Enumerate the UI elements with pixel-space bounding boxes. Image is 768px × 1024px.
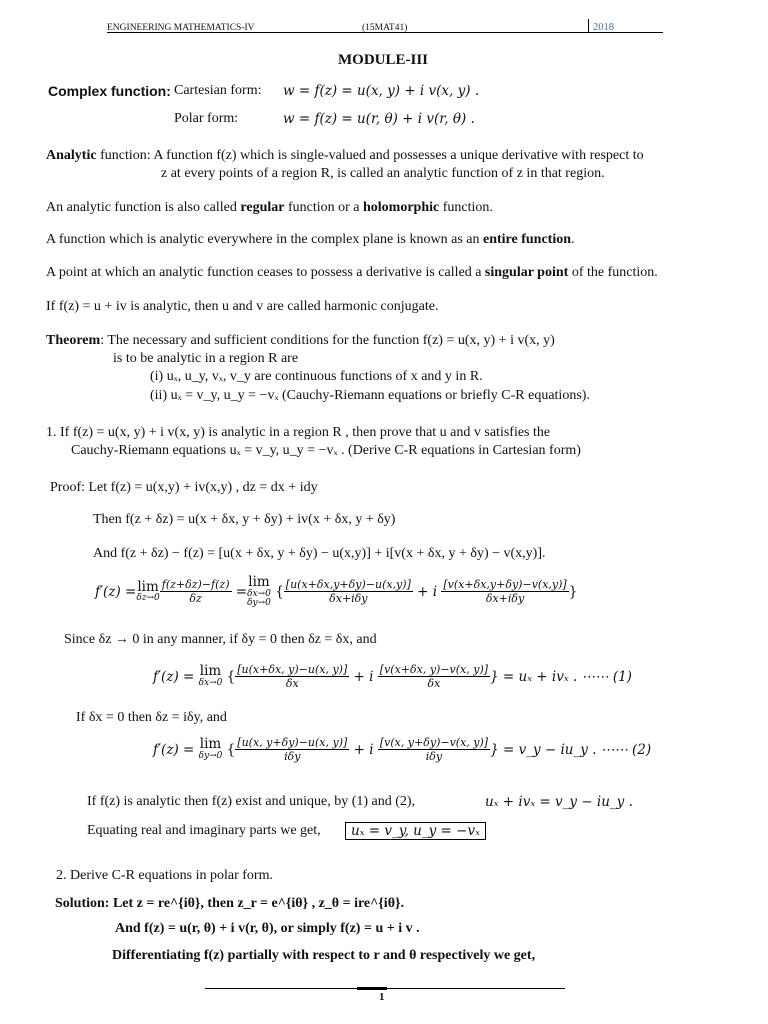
eq2-v-num: [v(x, y+δy)−v(x, y)]	[379, 736, 489, 749]
analytic-conclusion: If f(z) is analytic then f(z) exist and unique, by (1) and (2),	[87, 794, 416, 809]
differentiating-line: Differentiating f(z) partially with respect to r and θ respectively we get,	[112, 948, 536, 963]
cr-result-box: uₓ = v_y, u_y = −vₓ	[345, 822, 486, 840]
singular-pre: A point at which an analytic function ceases to possess a derivative is called a	[46, 265, 485, 280]
solution-line: Solution: Let z = re^{iθ}, then z_r = e^{iθ} , z_θ = ire^{iθ}.	[55, 896, 405, 911]
eq2-lim: lim δy→0	[198, 736, 223, 761]
polar-equation: w = f(z) = u(r, θ) + i v(r, θ) .	[283, 111, 475, 127]
theorem-condition-1: (i) uₓ, u_y, vₓ, v_y are continuous functions of x and y in R.	[150, 369, 483, 384]
proof-line3: And f(z + δz) − f(z) = [u(x + δx, y + δy) − u(x,y)] + i[v(x + δx, y + δy) − v(x,y)].	[93, 546, 546, 561]
dq-num: f(z+δz)−f(z)	[161, 578, 230, 592]
entire-post: .	[571, 232, 575, 247]
eq1-u-den: δx	[285, 677, 299, 690]
singular-definition	[46, 265, 658, 281]
page-number: 1	[379, 991, 385, 1003]
cartesian-equation: w = f(z) = u(x, y) + i v(x, y) .	[283, 83, 480, 99]
singular-term: singular point	[484, 265, 569, 280]
derivative-definition: f′(z) = lim δz→0 $\frac{f(z+\delta z)-f(z)}{\delta z}$ = lim δx→0 δy→0 { $\frac{[u(x+\delta x,y+\delta y)-u(x,y)]}{\text{δx+iδy}}$ + i $\frac{[v(x+\delta x,y+\delta y)-v(x,y)]}{\text{δx+iδy}}$ }	[95, 574, 578, 608]
eq1-u-num: [u(x+δx, y)−u(x, y)]	[237, 663, 348, 676]
holomorphic-term: holomorphic	[363, 200, 440, 215]
lim-dz-sub: δz→0	[136, 593, 160, 603]
if-dx-zero-line: If δx = 0 then δz = iδy, and	[76, 710, 227, 725]
eq1-v-den: δx	[427, 677, 441, 690]
analytic-text: function: A function f(z) which is single-valued and possesses a unique derivative with respect to	[100, 148, 644, 163]
harmonic-conjugate: If f(z) = u + iv is analytic, then u and v are called harmonic conjugate.	[46, 299, 439, 314]
theorem-line2: is to be analytic in a region R are	[113, 351, 299, 366]
v-quotient-num: [v(x+δx,y+δy)−v(x,y)]	[443, 578, 567, 592]
equation-1: f′(z) = lim δx→0 { $\frac{[u(x+\delta x, y)-u(x, y)]}{\delta x}$ + i $\frac{[v(x+\delta x, y)-v(x, y)]}{\delta x}$ } = uₓ + ivₓ . ⋯⋯ (1)	[153, 663, 632, 690]
cartesian-label: Cartesian form:	[174, 83, 262, 98]
eq1-v-frac	[378, 663, 490, 690]
question-1-line1: 1. If f(z) = u(x, y) + i v(x, y) is analytic in a region R , then prove that u and v satisfies the	[46, 425, 551, 440]
proof-line1: Proof: Let f(z) = u(x,y) + iv(x,y) , dz = dx + idy	[50, 480, 318, 495]
lim-dz: lim δz→0	[136, 578, 160, 603]
eq2-u-frac	[235, 736, 349, 763]
equation-2: f′(z) = lim δy→0 { $\frac{[u(x, y+\delta y)-u(x, y)]}{\text{iδy}}$ + i $\frac{[v(x, y+\delta y)-v(x, y)]}{\text{iδy}}$ } = v_y − iu_y . ⋯⋯ (2)	[153, 736, 652, 763]
question-1-line2: Cauchy-Riemann equations uₓ = v_y, u_y = −vₓ . (Derive C-R equations in Cartesian form)	[71, 443, 581, 458]
lim-dx-sub: δx→0	[247, 588, 271, 599]
question-2-title: 2. Derive C-R equations in polar form.	[56, 868, 273, 883]
eq2-u-den: iδy	[284, 750, 301, 763]
and-line: And f(z) = u(r, θ) + i v(r, θ), or simply f(z) = u + i v .	[115, 921, 420, 936]
regular-definition	[46, 200, 493, 216]
header-separator	[588, 19, 589, 32]
analytic-definition-line1	[46, 148, 644, 164]
polar-label: Polar form:	[174, 111, 239, 126]
header-code: (15MAT41)	[362, 23, 408, 33]
proof-line2: Then f(z + δz) = u(x + δx, y + δy) + iv(x + δx, y + δy)	[93, 512, 396, 527]
eq1-lim: lim δx→0	[198, 663, 223, 688]
eq2-v-den: iδy	[425, 750, 443, 763]
eq2-lim-sub: δy→0	[198, 750, 223, 761]
lim-dy-sub: δy→0	[247, 597, 271, 608]
theorem-text: : The necessary and sufficient conditions for the function f(z) = u(x, y) + i v(x, y)	[100, 333, 555, 348]
u-quotient-den: δx+iδy	[329, 592, 368, 606]
header-year: 2018	[593, 22, 614, 33]
combined-equation: uₓ + ivₓ = v_y − iu_y .	[485, 794, 633, 810]
regular-mid: function or a	[284, 200, 363, 215]
theorem-label: Theorem	[46, 333, 101, 348]
since-line: Since δz → 0 in any manner, if δy = 0 then δz = δx, and	[64, 632, 377, 647]
entire-term: entire function	[483, 232, 572, 247]
regular-term: regular	[240, 200, 285, 215]
header-course: ENGINEERING MATHEMATICS-IV	[107, 23, 255, 33]
regular-post: function.	[439, 200, 493, 215]
eq1-rhs: } = uₓ + ivₓ . ⋯⋯ (1)	[490, 668, 632, 685]
u-quotient-num: [u(x+δx,y+δy)−u(x,y)]	[285, 578, 411, 592]
eq2-v-frac	[378, 736, 490, 763]
v-quotient-den: δx+iδy	[485, 592, 525, 606]
u-quotient	[284, 578, 413, 605]
entire-pre: A function which is analytic everywhere in the complex plane is known as an	[46, 232, 483, 247]
eq2-rhs: } = v_y − iu_y . ⋯⋯ (2)	[490, 741, 652, 758]
header-rule	[107, 32, 663, 33]
lim-dx-dy: lim δx→0 δy→0	[247, 574, 271, 608]
eq1-lim-sub: δx→0	[198, 677, 223, 688]
fprime-lhs: f′(z) =	[95, 583, 137, 600]
regular-pre: An analytic function is also called	[46, 200, 241, 215]
analytic-label: Analytic	[46, 148, 97, 163]
dq-den: δz	[189, 592, 202, 606]
analytic-definition-line2: z at every points of a region R, is called an analytic function of z in that region.	[161, 166, 605, 181]
equating-line: Equating real and imaginary parts we get,	[87, 823, 321, 838]
entire-definition	[46, 232, 575, 248]
singular-post: of the function.	[568, 265, 658, 280]
theorem-line1	[46, 333, 555, 349]
v-quotient	[441, 578, 568, 605]
eq1-u-frac	[235, 663, 349, 690]
footer-mark	[357, 987, 387, 990]
eq1-v-num: [v(x+δx, y)−v(x, y)]	[379, 663, 489, 676]
difference-quotient	[160, 578, 232, 605]
eq2-u-num: [u(x, y+δy)−u(x, y)]	[237, 736, 348, 749]
theorem-condition-2: (ii) uₓ = v_y, u_y = −vₓ (Cauchy-Riemann equations or briefly C-R equations).	[150, 388, 590, 403]
complex-function-label: Complex function:	[48, 83, 171, 99]
page-title: MODULE-III	[338, 52, 429, 68]
